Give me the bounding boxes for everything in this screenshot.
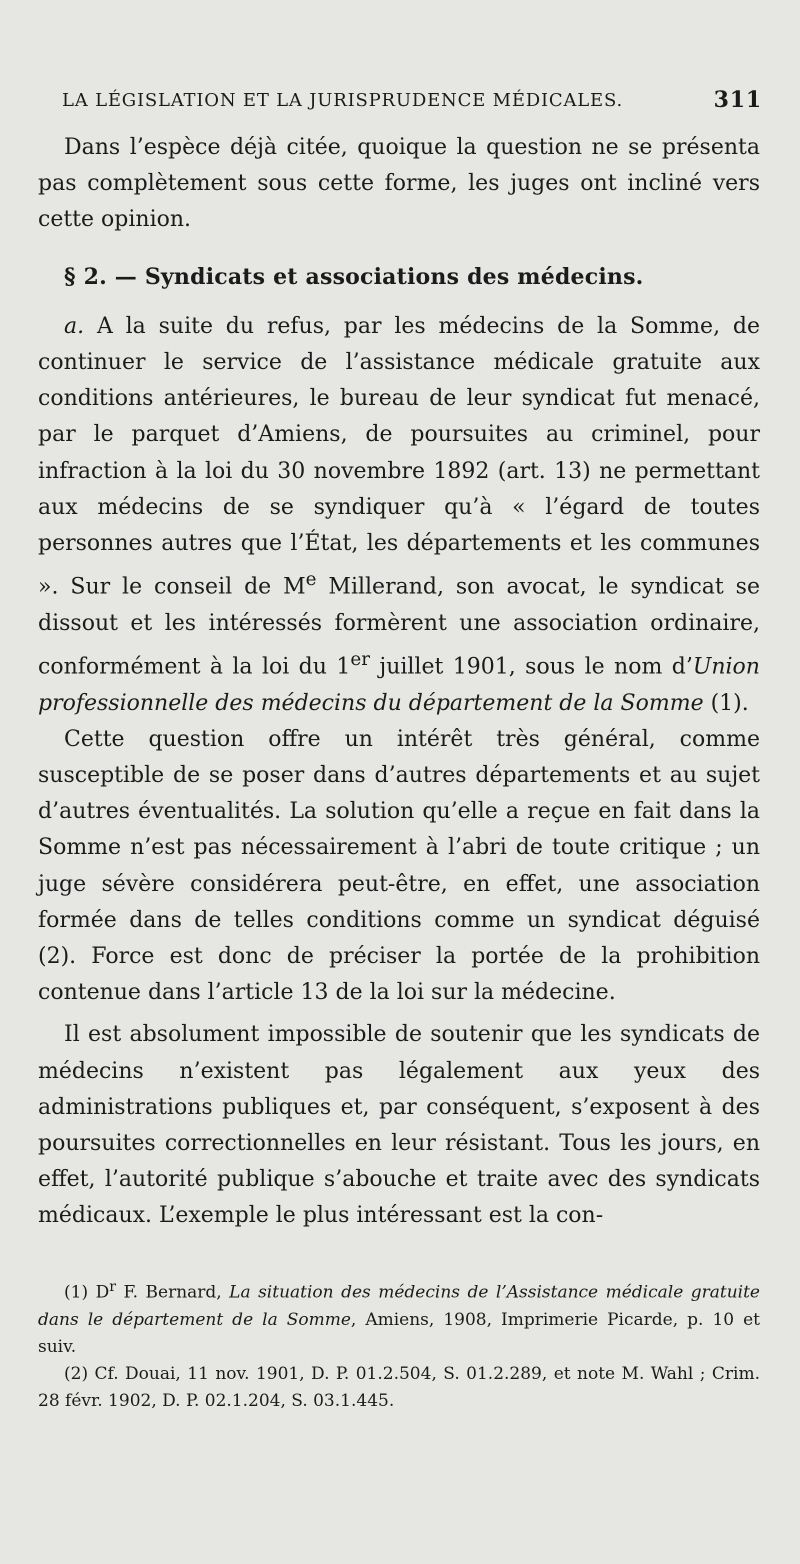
footnote-1-text-a: F. Bernard, xyxy=(116,1282,230,1303)
association-name: Union professionnelle des médecins du département de la Somme xyxy=(38,654,760,716)
footnote-1-title: La situation des médecins de l’Assistance médicale gratuite dans le département de la Somme xyxy=(38,1282,760,1330)
paragraph-2 xyxy=(38,309,760,722)
footnotes xyxy=(38,1274,760,1415)
paragraph-4: Il est absolument impossible de soutenir que les syndicats de médecins n’existent pas légalement aux yeux des administrations publiques et, par conséquent, s’exposent à des poursuites correctionnelles en leur résistant. Tous les jours, en effet, l’autorité publique s’abouche et traite avec des syndicats médicaux. L’exemple le plus intéressant est la con- xyxy=(38,1022,760,1229)
paragraph-2-text-c: juillet 1901, sous le nom d’ xyxy=(369,654,693,680)
paragraph-2-text-d: (1). xyxy=(703,690,749,716)
footnote-1-dr: D xyxy=(95,1282,110,1303)
section-heading: § 2. — Syndicats et associations des médecins. xyxy=(64,263,644,290)
footnote-1-text-b: , Amiens, 1908, Imprimerie Picarde, p. 10 et suiv. xyxy=(38,1309,760,1357)
main-text xyxy=(38,130,760,1235)
me-superscript: e xyxy=(305,569,317,591)
footnote-1-dr-superscript: r xyxy=(109,1279,116,1295)
paragraph-3: Cette question offre un intérêt très général, comme susceptible de se poser dans d’autres départements et au sujet d’autres éventualités. La solution qu’elle a reçue en fait dans la Somme n’est pas nécessairement à l’abri de toute critique ; un juge sévère considérera peut-être, en effet, une association formée dans de telles conditions comme un syndicat déguisé (2). Force est donc de préciser la portée de la prohibition contenue dans l’article 13 de la loi sur la médecine. xyxy=(38,726,760,1006)
paragraph-2-marker: a. xyxy=(64,313,85,339)
er-superscript: er xyxy=(350,648,370,670)
page-number: 311 xyxy=(713,87,762,113)
paragraph-2-text-a: A la suite du refus, par les médecins de la Somme, de continuer le service de l’assistance médicale gratuite aux conditions antérieures, le bureau de leur syndicat fut menacé, par le parquet d’Amiens, de poursuites au criminel, pour infraction à la loi du 30 novembre 1892 (art. 13) ne permettant aux médecins de se syndiquer qu’à « l’égard de toutes personnes autres que l’État, les départements et les communes ». Sur le conseil de M xyxy=(38,313,760,600)
footnote-1 xyxy=(38,1274,760,1361)
footnote-1-number: (1) xyxy=(64,1282,89,1303)
running-head-title: LA LÉGISLATION ET LA JURISPRUDENCE MÉDICALES. xyxy=(62,90,623,111)
footnote-2: (2) Cf. Douai, 11 nov. 1901, D. P. 01.2.504, S. 01.2.289, et note M. Wahl ; Crim. 28 févr. 1902, D. P. 02.1.204, S. 03.1.445. xyxy=(38,1363,760,1411)
paragraph-2-text-b: Millerand, son avocat, le syndicat se dissout et les intéressés formèrent une association ordinaire, conformément à la loi du 1 xyxy=(38,574,760,680)
paragraph-1: Dans l’espèce déjà citée, quoique la question ne se présenta pas complètement sous cette forme, les juges ont incliné vers cette opinion. xyxy=(38,135,760,233)
